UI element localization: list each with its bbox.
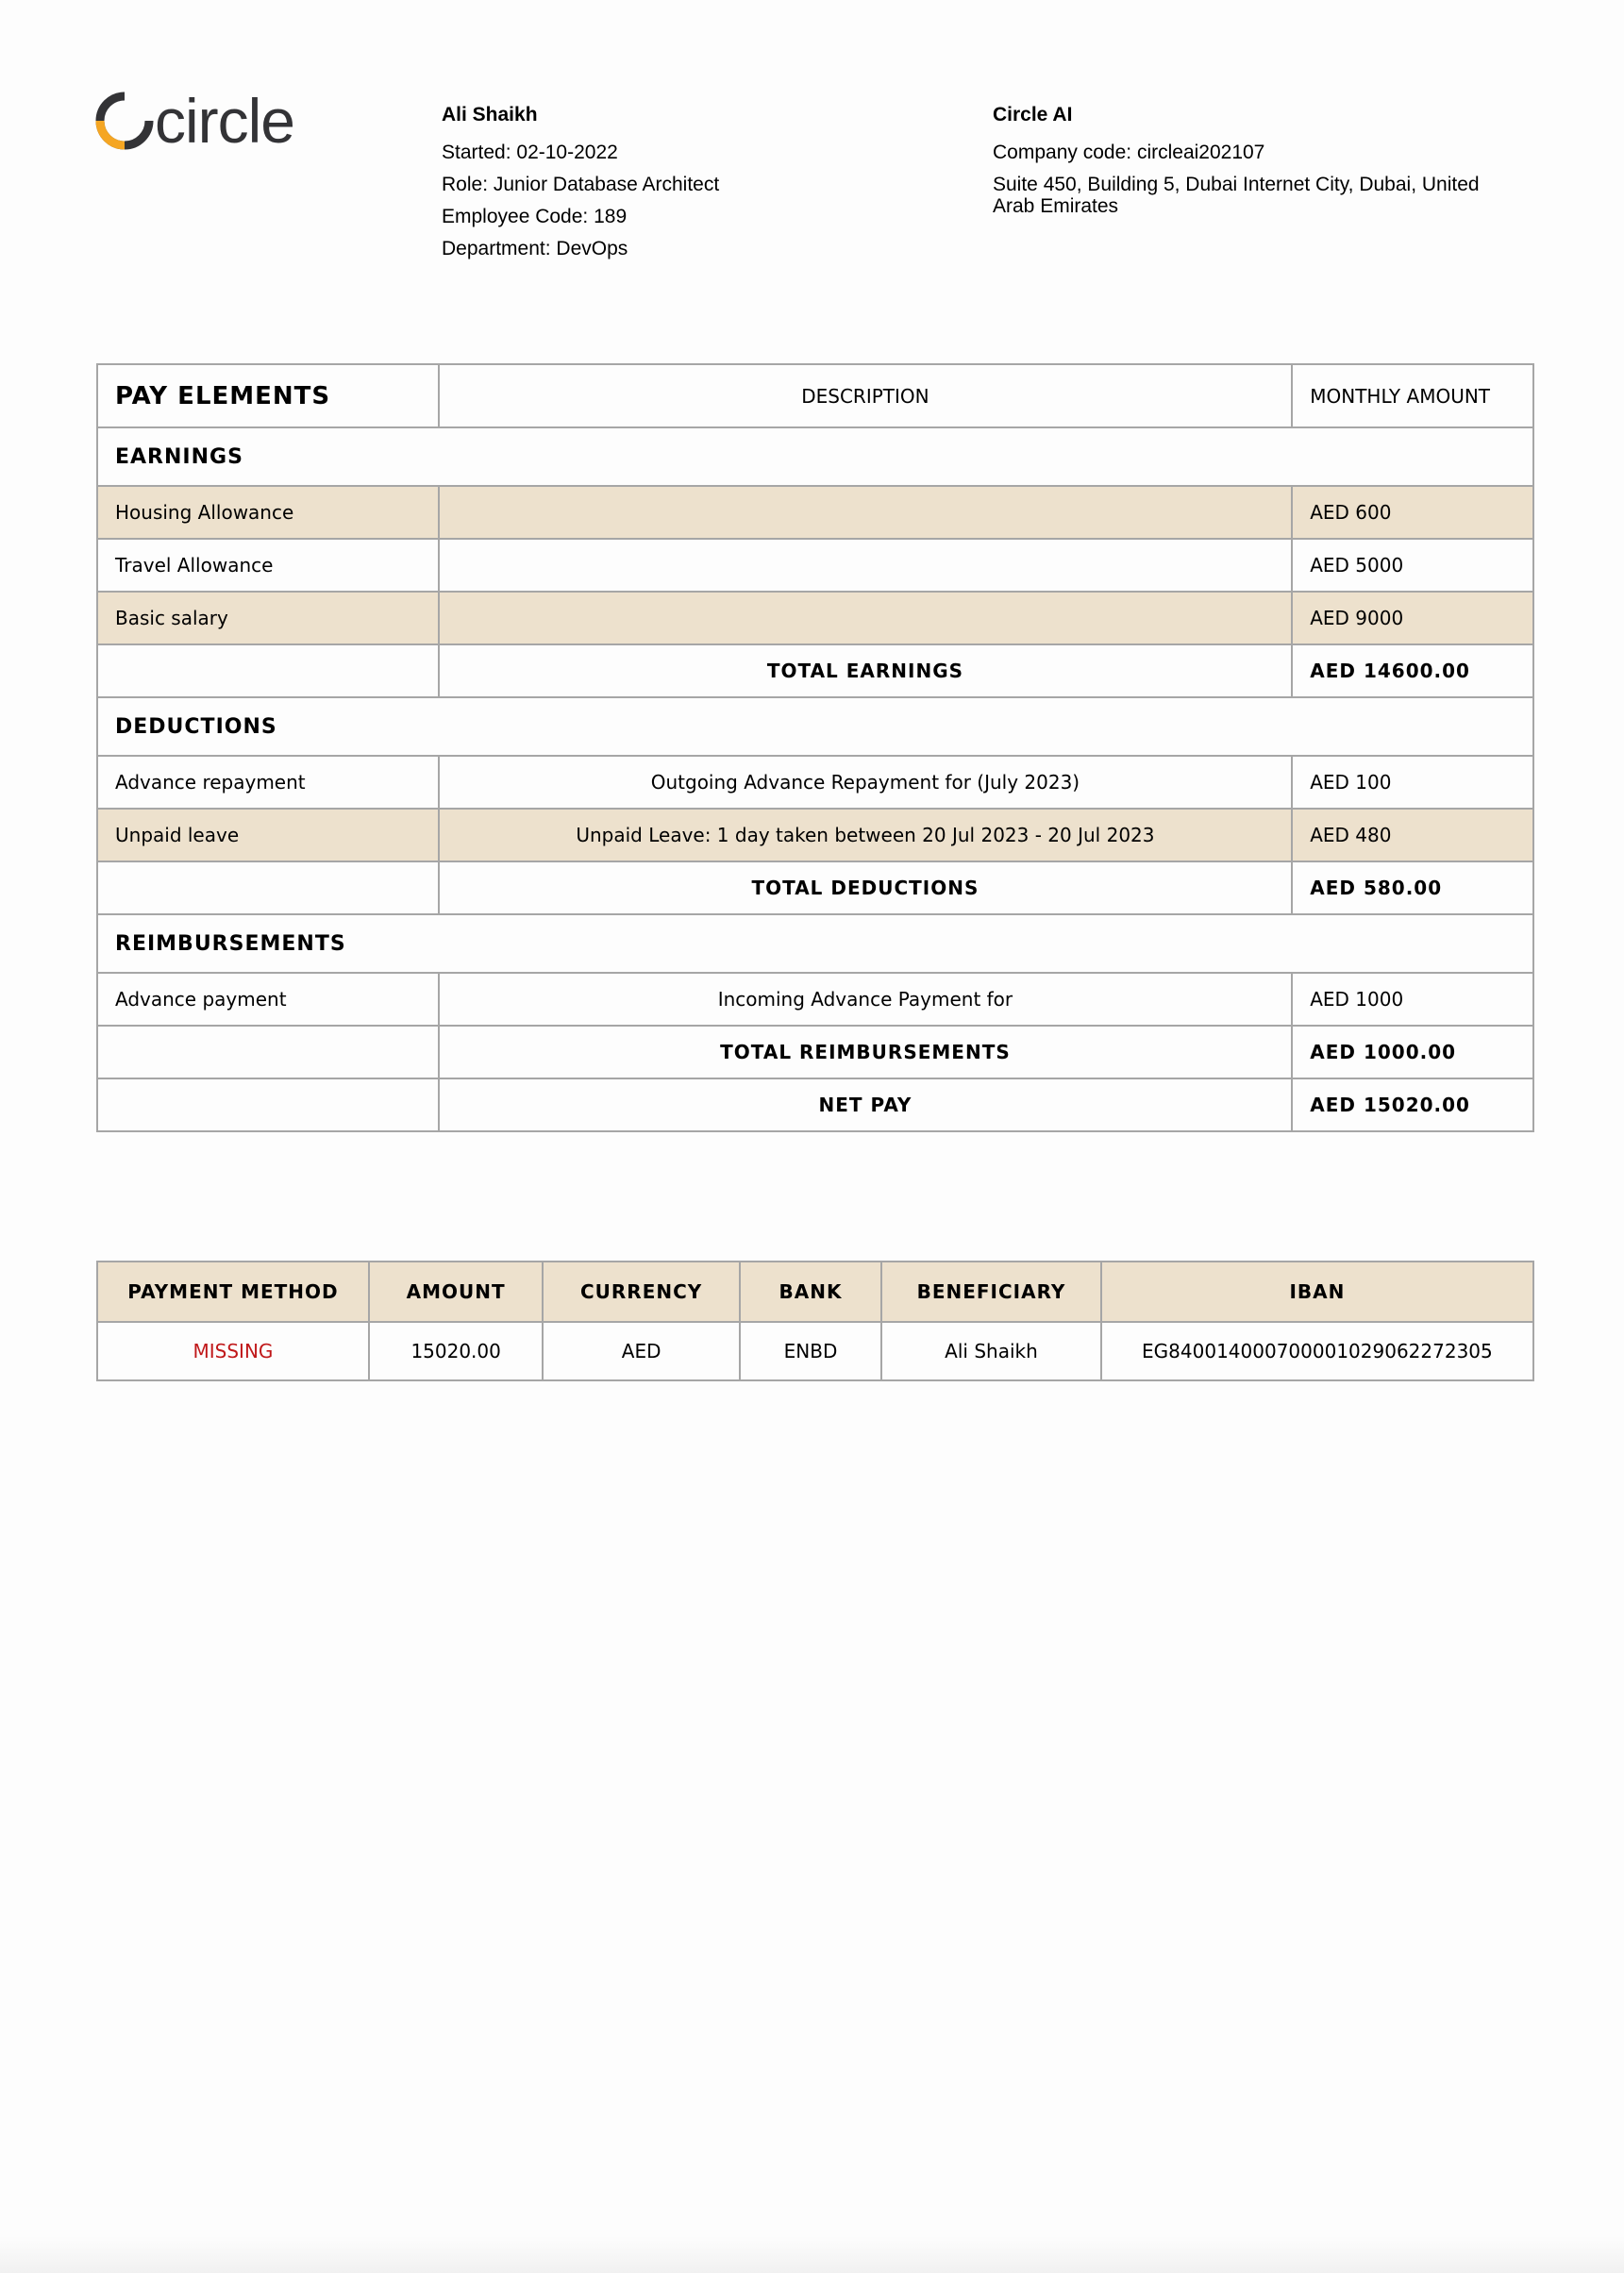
header-payment-method: PAYMENT METHOD: [97, 1262, 369, 1322]
payment-row: [97, 1322, 1533, 1380]
net-pay-row: NET PAY AED 15020.00: [97, 1078, 1533, 1131]
table-row: Basic salary AED 9000: [97, 592, 1533, 644]
payment-beneficiary-value: Ali Shaikh: [881, 1322, 1101, 1380]
employee-code: Employee Code: 189: [442, 206, 628, 227]
page-footer-shade: [0, 2236, 1624, 2273]
company-info: [993, 104, 1521, 217]
table-header-row: [97, 364, 1533, 427]
employee-department: Department: DevOps: [442, 238, 628, 259]
company-address: Suite 450, Building 5, Dubai Internet City, Dubai, United Arab Emirates: [993, 174, 1480, 217]
section-reimbursements: REIMBURSEMENTS: [97, 914, 1533, 973]
company-logo: [94, 86, 295, 156]
table-row: Housing Allowance AED 600: [97, 486, 1533, 539]
header-iban: IBAN: [1101, 1262, 1533, 1322]
employee-info: [442, 104, 719, 270]
total-earnings-row: TOTAL EARNINGS AED 14600.00: [97, 644, 1533, 697]
company-code: Company code: circleai202107: [993, 142, 1265, 163]
company-name: Circle AI: [993, 104, 1073, 125]
circle-logo-icon: [94, 91, 155, 151]
pay-elements-table: [96, 363, 1534, 1132]
header-monthly-amount: MONTHLY AMOUNT: [1292, 364, 1533, 427]
total-reimbursements-row: TOTAL REIMBURSEMENTS AED 1000.00: [97, 1026, 1533, 1078]
logo-text: circle: [155, 86, 295, 156]
total-deductions-row: TOTAL DEDUCTIONS AED 580.00: [97, 861, 1533, 914]
header-beneficiary: BENEFICIARY: [881, 1262, 1101, 1322]
payment-table: [96, 1261, 1534, 1381]
header-amount: AMOUNT: [369, 1262, 543, 1322]
table-row: Advance repayment Outgoing Advance Repayment for (July 2023) AED 100: [97, 756, 1533, 809]
payment-method-value: MISSING: [97, 1322, 369, 1380]
section-earnings: EARNINGS: [97, 427, 1533, 486]
header-pay-elements: PAY ELEMENTS: [97, 364, 439, 427]
employee-role: Role: Junior Database Architect: [442, 174, 720, 195]
payment-amount-value: 15020.00: [369, 1322, 543, 1380]
table-row: Unpaid leave Unpaid Leave: 1 day taken between 20 Jul 2023 - 20 Jul 2023 AED 480: [97, 809, 1533, 861]
table-row: Advance payment Incoming Advance Payment for AED 1000: [97, 973, 1533, 1026]
payment-iban-value: EG840014000700001029062272305: [1101, 1322, 1533, 1380]
employee-name: Ali Shaikh: [442, 104, 538, 125]
section-deductions: DEDUCTIONS: [97, 697, 1533, 756]
header-bank: BANK: [740, 1262, 881, 1322]
table-row: Travel Allowance AED 5000: [97, 539, 1533, 592]
payment-bank-value: ENBD: [740, 1322, 881, 1380]
payment-currency-value: AED: [543, 1322, 739, 1380]
header-currency: CURRENCY: [543, 1262, 739, 1322]
employee-started: Started: 02-10-2022: [442, 142, 618, 163]
payment-header-row: [97, 1262, 1533, 1322]
header-description: DESCRIPTION: [439, 364, 1293, 427]
